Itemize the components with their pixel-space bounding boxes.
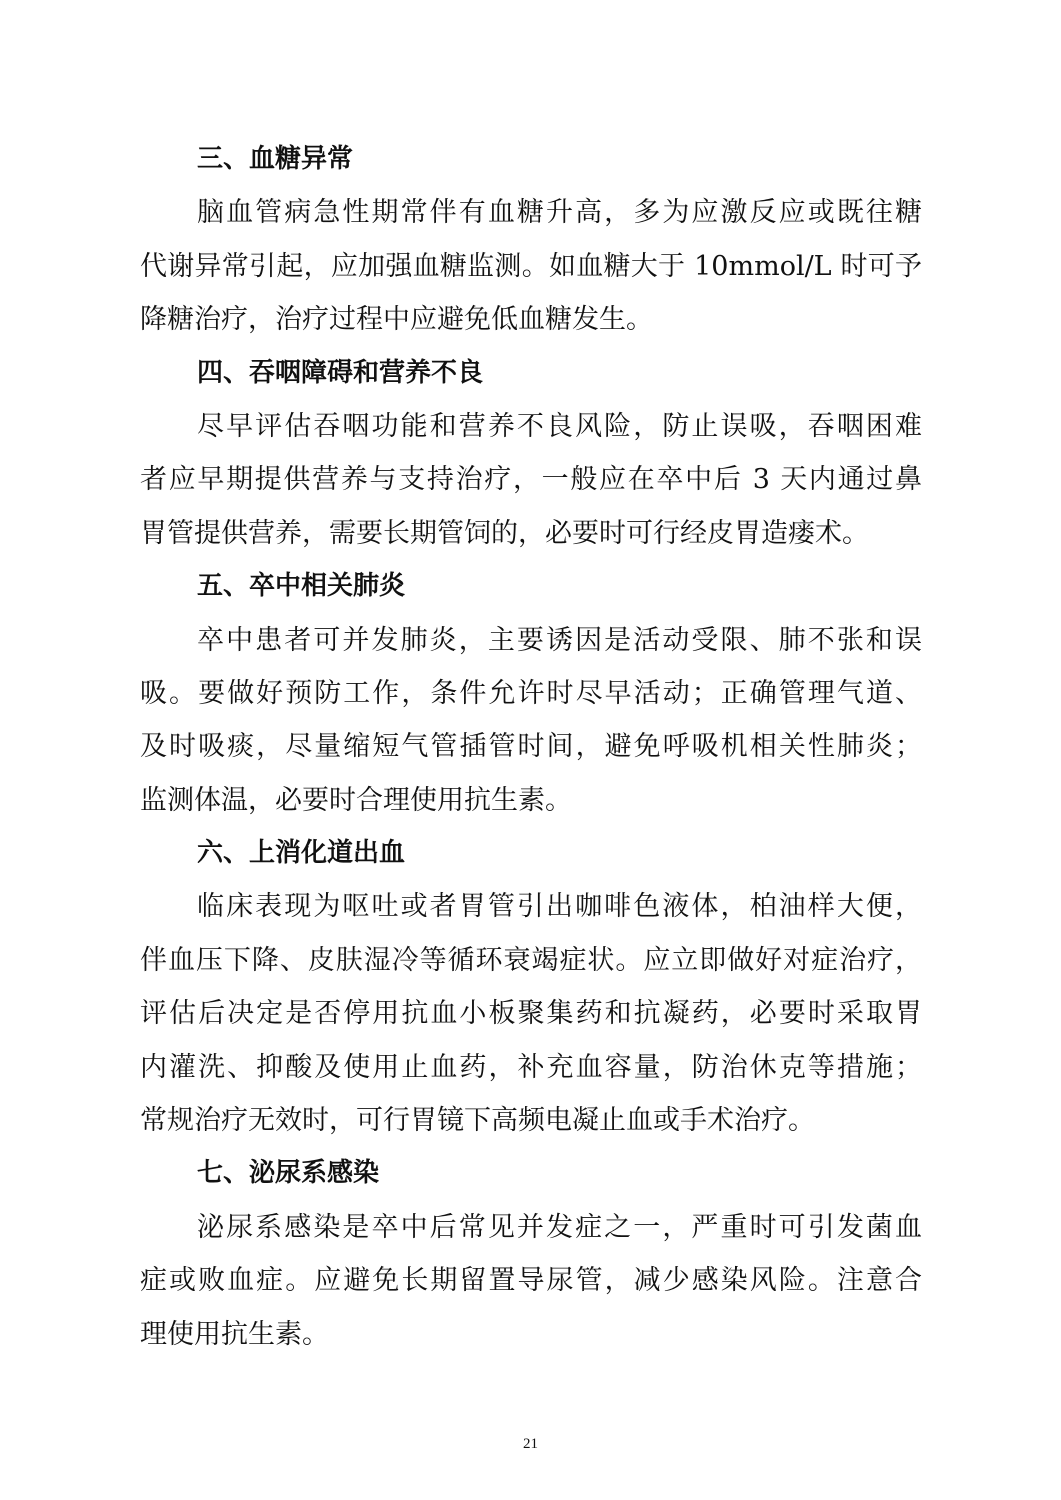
paragraph-line: 内灌洗、抑酸及使用止血药，补充血容量，防治休克等措施； bbox=[140, 1051, 922, 1083]
paragraph-line: 降糖治疗，治疗过程中应避免低血糖发生。 bbox=[140, 304, 653, 336]
paragraph-line: 者应早期提供营养与支持治疗，一般应在卒中后 3 天内通过鼻 bbox=[140, 464, 922, 496]
section-heading: 七、泌尿系感染 bbox=[197, 1158, 380, 1189]
paragraph-line: 尽早评估吞咽功能和营养不良风险，防止误吸，吞咽困难 bbox=[197, 410, 922, 442]
paragraph-line: 症或败血症。应避免长期留置导尿管，减少感染风险。注意合 bbox=[140, 1265, 922, 1297]
paragraph-line: 临床表现为呕吐或者胃管引出咖啡色液体，柏油样大便， bbox=[197, 891, 922, 923]
section-heading: 三、血糖异常 bbox=[197, 144, 354, 174]
paragraph-line: 泌尿系感染是卒中后常见并发症之一，严重时可引发菌血 bbox=[197, 1211, 922, 1243]
paragraph-line: 常规治疗无效时，可行胃镜下高频电凝止血或手术治疗。 bbox=[140, 1105, 815, 1137]
paragraph-line: 吸。要做好预防工作，条件允许时尽早活动；正确管理气道、 bbox=[140, 677, 922, 709]
section-heading: 六、上消化道出血 bbox=[197, 838, 406, 869]
document-body bbox=[140, 133, 922, 1361]
section-heading: 四、吞咽障碍和营养不良 bbox=[197, 357, 484, 388]
paragraph-line: 伴血压下降、皮肤湿冷等循环衰竭症状。应立即做好对症治疗， bbox=[140, 944, 922, 976]
paragraph-line: 代谢异常引起，应加强血糖监测。如血糖大于 10mmol/L 时可予 bbox=[140, 250, 922, 282]
paragraph-line: 监测体温，必要时合理使用抗生素。 bbox=[140, 784, 572, 816]
section-heading: 五、卒中相关肺炎 bbox=[197, 571, 406, 602]
page-number: 21 bbox=[523, 1436, 538, 1452]
paragraph-line: 胃管提供营养，需要长期管饲的，必要时可行经皮胃造瘘术。 bbox=[140, 517, 869, 549]
paragraph-line: 脑血管病急性期常伴有血糖升高，多为应激反应或既往糖 bbox=[197, 197, 922, 229]
paragraph-line: 理使用抗生素。 bbox=[140, 1318, 329, 1350]
paragraph-line: 卒中患者可并发肺炎，主要诱因是活动受限、肺不张和误 bbox=[197, 624, 922, 656]
paragraph-line: 及时吸痰，尽量缩短气管插管时间，避免呼吸机相关性肺炎； bbox=[140, 731, 922, 763]
paragraph-line: 评估后决定是否停用抗血小板聚集药和抗凝药，必要时采取胃 bbox=[140, 998, 922, 1030]
